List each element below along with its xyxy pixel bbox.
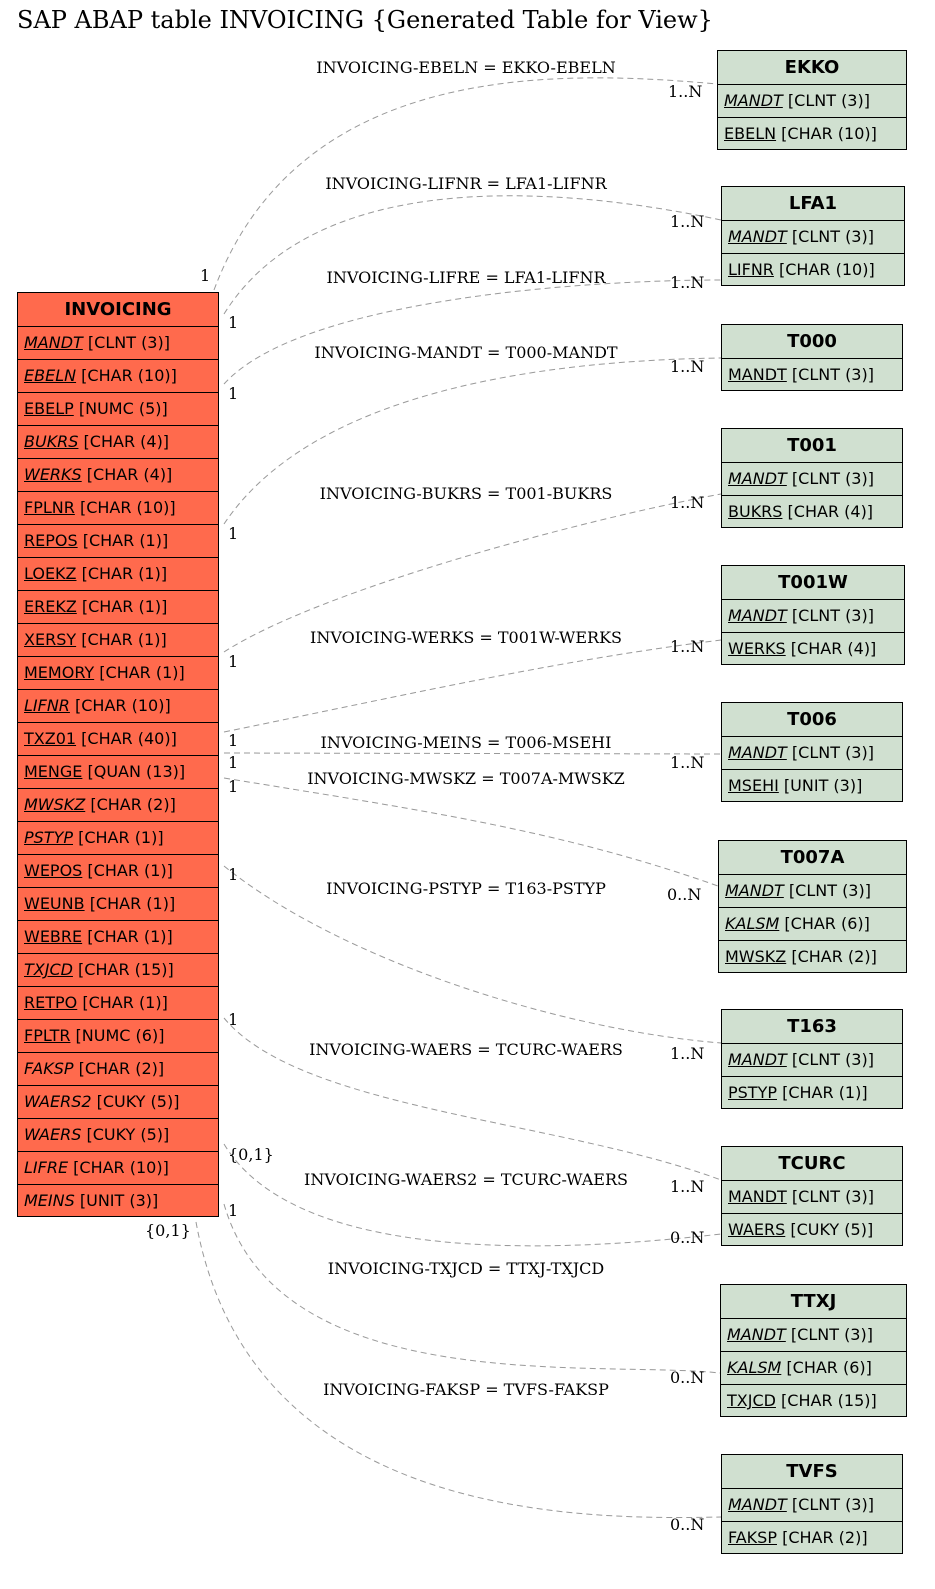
field-type: [CLNT (3)] [791, 743, 874, 762]
page-title: SAP ABAP table INVOICING {Generated Table for View} [17, 6, 713, 34]
field-name: FPLTR [24, 1026, 71, 1045]
relation-label: INVOICING-BUKRS = T001-BUKRS [319, 484, 613, 503]
cardinality-from: 1 [228, 753, 239, 772]
field-name: MWSKZ [725, 947, 787, 966]
cardinality-from: 1 [228, 1010, 239, 1029]
invoicing-field-waers2 [18, 1086, 218, 1119]
field-name: MANDT [727, 1325, 786, 1344]
field-name: FAKSP [24, 1059, 74, 1078]
ttxj-table [720, 1284, 907, 1417]
field-type: [CHAR (1)] [81, 564, 168, 583]
field-name: WEPOS [24, 861, 83, 880]
relation-label: INVOICING-EBELN = EKKO-EBELN [316, 58, 616, 77]
field-type: [CHAR (1)] [87, 927, 173, 946]
invoicing-field-erekz [18, 591, 218, 624]
field-name: FAKSP [728, 1528, 777, 1547]
invoicing-field-werks [18, 459, 218, 492]
relation-label: INVOICING-PSTYP = T163-PSTYP [326, 879, 606, 898]
field-type: [CHAR (1)] [81, 630, 167, 649]
field-name: MANDT [728, 365, 787, 384]
field-name: MANDT [728, 227, 787, 246]
cardinality-to: 1..N [670, 493, 705, 512]
relation-line [224, 196, 721, 314]
field-name: WEUNB [24, 894, 85, 913]
relation-line [224, 1204, 720, 1373]
tvfs-table [721, 1454, 903, 1554]
field-type: [CHAR (2)] [791, 947, 877, 966]
invoicing-field-xersy [18, 624, 218, 657]
invoicing-field-lifnr [18, 690, 218, 723]
t001w-field-werks [722, 633, 904, 666]
t007a-table-header: T007A [719, 841, 906, 875]
cardinality-to: 1..N [670, 753, 705, 772]
t163-table [721, 1009, 903, 1109]
t000-table-header: T000 [722, 325, 902, 359]
field-name: MEMORY [24, 663, 95, 682]
field-type: [CLNT (3)] [791, 606, 874, 625]
field-type: [QUAN (13)] [87, 762, 186, 781]
cardinality-from: 1 [228, 777, 239, 796]
field-name: BUKRS [24, 432, 79, 451]
field-type: [CHAR (1)] [87, 861, 173, 880]
field-name: PSTYP [24, 828, 73, 847]
relation-label: INVOICING-MANDT = T000-MANDT [314, 343, 618, 362]
field-name: MANDT [728, 469, 787, 488]
t001-field-mandt [722, 463, 902, 496]
ekko-table-header: EKKO [718, 51, 906, 85]
t001w-field-mandt [722, 600, 904, 633]
cardinality-to: 1..N [670, 1177, 705, 1196]
relation-line [224, 640, 721, 732]
field-name: EBELN [724, 124, 777, 143]
field-type: [CLNT (3)] [791, 1050, 874, 1069]
field-type: [CLNT (3)] [788, 881, 871, 900]
cardinality-to: 0..N [670, 1368, 705, 1387]
cardinality-from: 1 [228, 384, 239, 403]
ttxj-field-mandt [721, 1319, 906, 1352]
tvfs-table-header: TVFS [722, 1455, 902, 1489]
field-type: [CHAR (1)] [89, 894, 176, 913]
field-type: [CHAR (1)] [78, 828, 164, 847]
field-type: [CHAR (4)] [787, 502, 874, 521]
invoicing-field-webre [18, 921, 218, 954]
invoicing-field-mwskz [18, 789, 218, 822]
ttxj-table-header: TTXJ [721, 1285, 906, 1319]
field-name: WAERS [24, 1125, 82, 1144]
field-type: [CHAR (10)] [779, 260, 875, 279]
field-name: PSTYP [728, 1083, 777, 1102]
t000-table [721, 324, 903, 391]
field-type: [CLNT (3)] [791, 1495, 874, 1514]
t007a-field-mwskz [719, 941, 906, 974]
field-type: [CHAR (1)] [82, 531, 169, 550]
field-type: [UNIT (3)] [79, 1191, 159, 1210]
field-type: [CHAR (10)] [781, 124, 877, 143]
field-name: FPLNR [24, 498, 75, 517]
field-name: WAERS [728, 1220, 786, 1239]
field-type: [CHAR (15)] [78, 960, 174, 979]
field-name: LIFNR [24, 696, 70, 715]
lfa1-field-lifnr [722, 254, 904, 287]
field-type: [CUKY (5)] [790, 1220, 874, 1239]
invoicing-field-ebeln [18, 360, 218, 393]
invoicing-field-txjcd [18, 954, 218, 987]
cardinality-from: 1 [228, 652, 239, 671]
field-name: MANDT [728, 1187, 787, 1206]
field-type: [CHAR (10)] [81, 366, 177, 385]
field-name: REPOS [24, 531, 78, 550]
tvfs-field-faksp [722, 1522, 902, 1555]
field-name: WERKS [728, 639, 786, 658]
field-name: KALSM [727, 1358, 782, 1377]
field-name: MENGE [24, 762, 83, 781]
field-type: [CLNT (3)] [791, 1187, 874, 1206]
field-name: EBELN [24, 366, 77, 385]
relation-line [224, 280, 721, 384]
ekko-table [717, 50, 907, 150]
field-name: LIFNR [728, 260, 774, 279]
field-type: [CHAR (1)] [82, 993, 168, 1012]
cardinality-to: 1..N [670, 637, 705, 656]
tcurc-table [721, 1146, 903, 1246]
field-type: [CHAR (4)] [86, 465, 173, 484]
field-type: [CHAR (10)] [75, 696, 171, 715]
field-name: TXZ01 [24, 729, 77, 748]
tcurc-table-header: TCURC [722, 1147, 902, 1181]
relation-line [224, 753, 721, 754]
cardinality-from: {0,1} [228, 1145, 274, 1164]
field-type: [CLNT (3)] [791, 469, 874, 488]
t001w-table [721, 565, 905, 665]
field-type: [CLNT (3)] [787, 91, 870, 110]
t001-table-header: T001 [722, 429, 902, 463]
lfa1-table-header: LFA1 [722, 187, 904, 221]
relation-label: INVOICING-WAERS2 = TCURC-WAERS [304, 1170, 628, 1189]
ekko-field-mandt [718, 85, 906, 118]
field-type: [CHAR (15)] [781, 1391, 877, 1410]
t163-field-pstyp [722, 1077, 902, 1110]
t006-table [721, 702, 903, 802]
t001-field-bukrs [722, 496, 902, 529]
cardinality-to: 1..N [670, 273, 705, 292]
cardinality-to: 1..N [668, 82, 703, 101]
invoicing-field-ebelp [18, 393, 218, 426]
cardinality-from: 1 [200, 266, 211, 285]
cardinality-to: 1..N [670, 357, 705, 376]
ttxj-field-txjcd [721, 1385, 906, 1418]
cardinality-to: 0..N [670, 1228, 705, 1247]
field-type: [UNIT (3)] [783, 776, 863, 795]
field-type: [CHAR (4)] [83, 432, 170, 451]
cardinality-from: 1 [228, 1201, 239, 1220]
t163-table-header: T163 [722, 1010, 902, 1044]
field-type: [CLNT (3)] [790, 1325, 873, 1344]
t007a-field-mandt [719, 875, 906, 908]
field-name: KALSM [725, 914, 780, 933]
relation-label: INVOICING-LIFNR = LFA1-LIFNR [325, 174, 607, 193]
field-name: LOEKZ [24, 564, 77, 583]
relation-label: INVOICING-MWSKZ = T007A-MWSKZ [307, 769, 625, 788]
t001w-table-header: T001W [722, 566, 904, 600]
field-name: TXJCD [24, 960, 73, 979]
invoicing-field-waers [18, 1119, 218, 1152]
relation-label: INVOICING-MEINS = T006-MSEHI [320, 733, 612, 752]
cardinality-to: 0..N [667, 885, 702, 904]
t001-table [721, 428, 903, 528]
field-name: WEBRE [24, 927, 83, 946]
field-name: MWSKZ [24, 795, 86, 814]
relation-line [224, 1144, 721, 1246]
field-type: [CLNT (3)] [791, 227, 874, 246]
invoicing-field-bukrs [18, 426, 218, 459]
invoicing-field-weunb [18, 888, 218, 921]
invoicing-field-faksp [18, 1053, 218, 1086]
field-name: MANDT [728, 1495, 787, 1514]
lfa1-field-mandt [722, 221, 904, 254]
t000-field-mandt [722, 359, 902, 392]
field-name: TXJCD [727, 1391, 776, 1410]
invoicing-field-mandt [18, 327, 218, 360]
relation-label: INVOICING-FAKSP = TVFS-FAKSP [323, 1380, 609, 1399]
field-type: [CLNT (3)] [87, 333, 170, 352]
tcurc-field-mandt [722, 1181, 902, 1214]
field-name: EBELP [24, 399, 74, 418]
ttxj-field-kalsm [721, 1352, 906, 1385]
t006-table-header: T006 [722, 703, 902, 737]
field-type: [CHAR (2)] [782, 1528, 868, 1547]
invoicing-field-pstyp [18, 822, 218, 855]
invoicing-field-meins [18, 1185, 218, 1218]
t007a-table [718, 840, 907, 973]
field-type: [CHAR (40)] [81, 729, 177, 748]
field-type: [CUKY (5)] [86, 1125, 170, 1144]
invoicing-table-header: INVOICING [18, 293, 218, 327]
field-type: [CHAR (6)] [784, 914, 870, 933]
field-type: [CLNT (3)] [791, 365, 874, 384]
field-name: LIFRE [24, 1158, 69, 1177]
cardinality-to: 1..N [670, 212, 705, 231]
field-name: MANDT [728, 1050, 787, 1069]
field-name: MANDT [728, 606, 787, 625]
cardinality-from: 1 [228, 865, 239, 884]
invoicing-field-repos [18, 525, 218, 558]
t007a-field-kalsm [719, 908, 906, 941]
field-name: MANDT [724, 91, 783, 110]
field-name: BUKRS [728, 502, 783, 521]
field-type: [NUMC (5)] [78, 399, 168, 418]
field-name: RETPO [24, 993, 78, 1012]
invoicing-field-memory [18, 657, 218, 690]
cardinality-from: 1 [228, 313, 239, 332]
field-name: MSEHI [728, 776, 779, 795]
field-type: [CUKY (5)] [96, 1092, 180, 1111]
invoicing-field-txz01 [18, 723, 218, 756]
invoicing-field-menge [18, 756, 218, 789]
lfa1-table [721, 186, 905, 286]
field-type: [CHAR (4)] [790, 639, 877, 658]
field-type: [CHAR (2)] [90, 795, 176, 814]
field-name: XERSY [24, 630, 77, 649]
invoicing-field-fplnr [18, 492, 218, 525]
field-name: MANDT [725, 881, 784, 900]
cardinality-to: 0..N [670, 1515, 705, 1534]
field-type: [NUMC (6)] [75, 1026, 165, 1045]
invoicing-field-loekz [18, 558, 218, 591]
cardinality-from: 1 [228, 524, 239, 543]
field-type: [CHAR (10)] [79, 498, 176, 517]
relation-line [224, 778, 718, 886]
cardinality-from: 1 [228, 731, 239, 750]
invoicing-table [17, 292, 219, 1217]
tvfs-field-mandt [722, 1489, 902, 1522]
cardinality-to: 1..N [670, 1044, 705, 1063]
field-type: [CHAR (1)] [81, 597, 168, 616]
field-type: [CHAR (2)] [78, 1059, 165, 1078]
field-name: WAERS2 [24, 1092, 92, 1111]
field-name: MEINS [24, 1191, 75, 1210]
invoicing-field-retpo [18, 987, 218, 1020]
invoicing-field-wepos [18, 855, 218, 888]
relation-label: INVOICING-WERKS = T001W-WERKS [310, 628, 622, 647]
field-type: [CHAR (10)] [73, 1158, 169, 1177]
t006-field-msehi [722, 770, 902, 803]
field-type: [CHAR (1)] [782, 1083, 868, 1102]
field-name: MANDT [24, 333, 83, 352]
t006-field-mandt [722, 737, 902, 770]
field-name: WERKS [24, 465, 82, 484]
invoicing-field-lifre [18, 1152, 218, 1185]
field-type: [CHAR (6)] [786, 1358, 872, 1377]
field-name: EREKZ [24, 597, 77, 616]
relation-label: INVOICING-TXJCD = TTXJ-TXJCD [327, 1259, 605, 1278]
tcurc-field-waers [722, 1214, 902, 1247]
cardinality-from: {0,1} [145, 1221, 191, 1240]
ekko-field-ebeln [718, 118, 906, 151]
invoicing-field-fpltr [18, 1020, 218, 1053]
field-name: MANDT [728, 743, 787, 762]
t163-field-mandt [722, 1044, 902, 1077]
relation-label: INVOICING-LIFRE = LFA1-LIFNR [326, 268, 606, 287]
field-type: [CHAR (1)] [99, 663, 185, 682]
relation-label: INVOICING-WAERS = TCURC-WAERS [309, 1040, 623, 1059]
